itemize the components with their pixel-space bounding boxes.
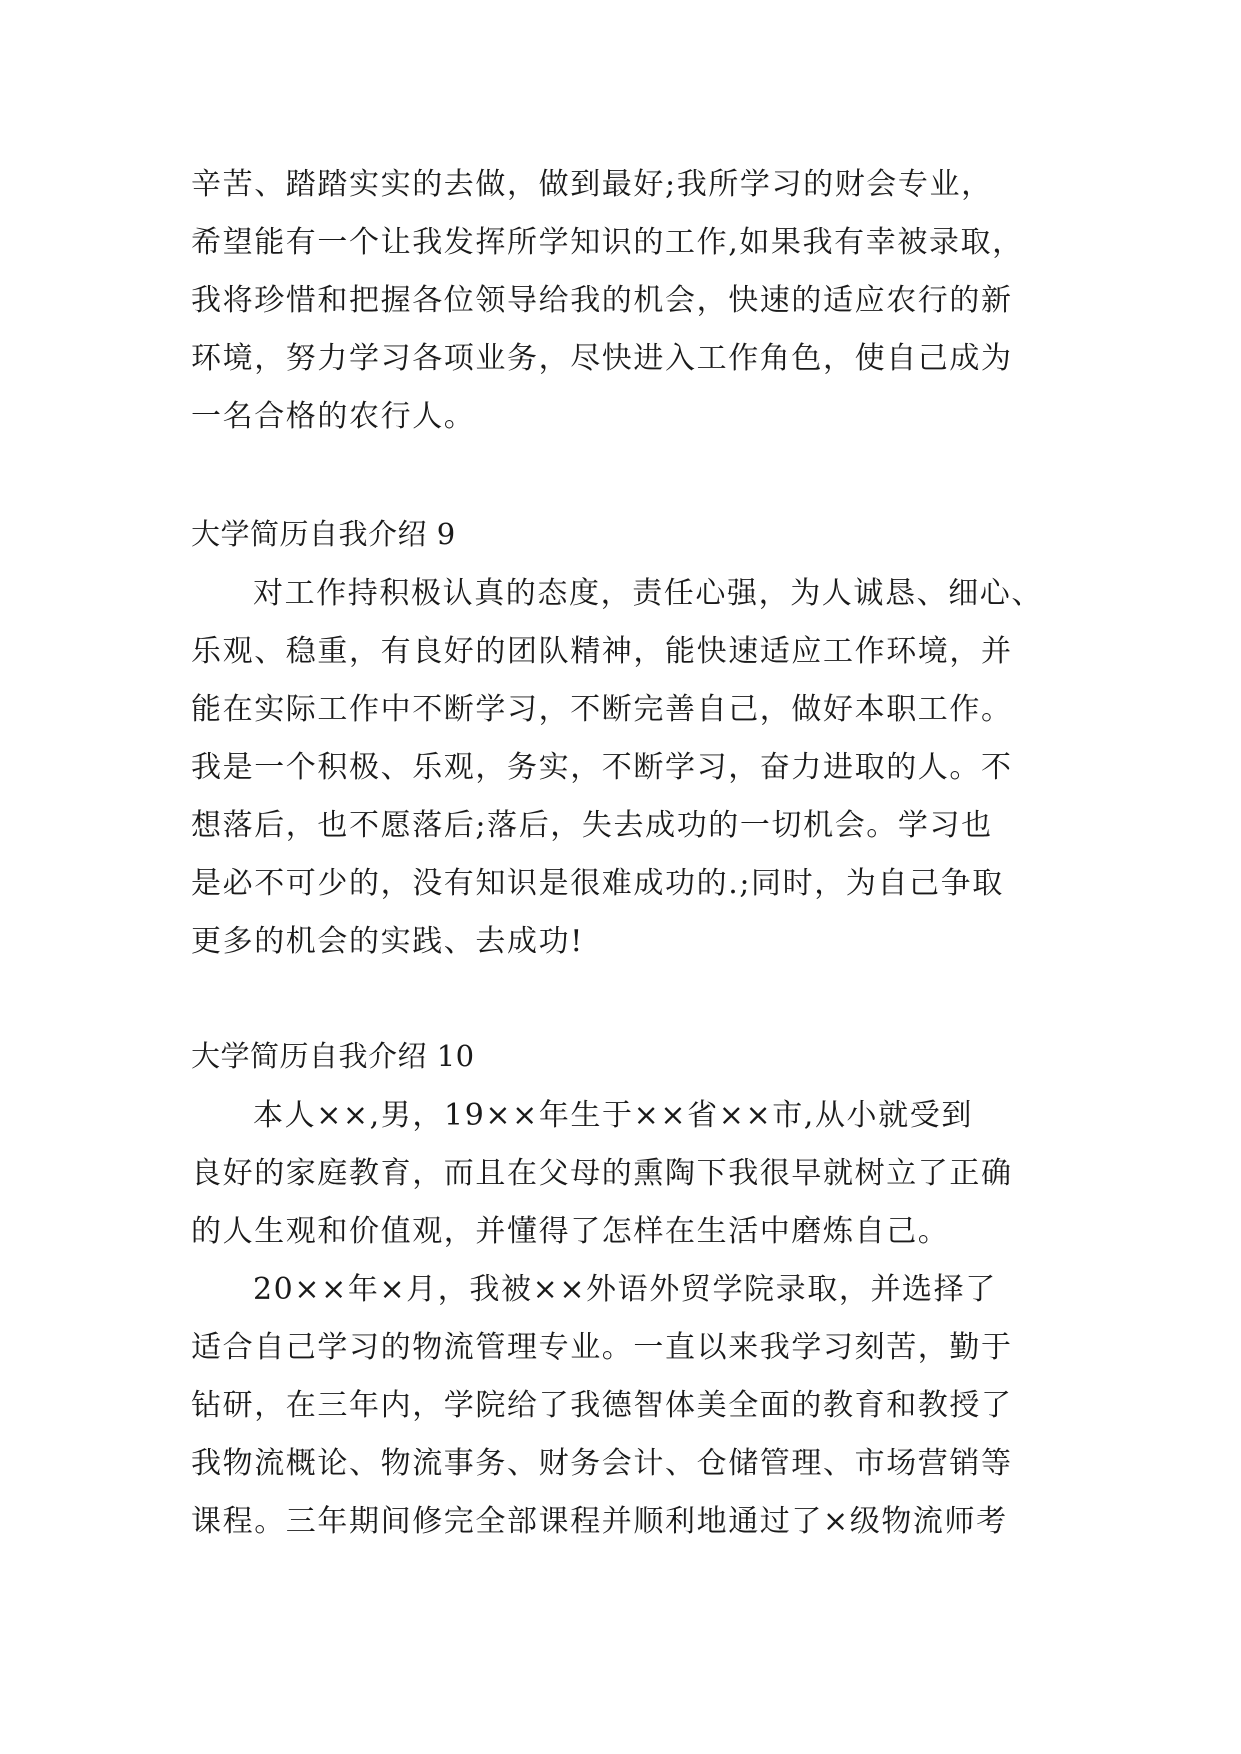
section-10-paragraph-1 xyxy=(191,1087,1091,1261)
intro-paragraph xyxy=(191,156,1091,446)
section-9-paragraph xyxy=(191,565,1091,971)
paragraph-line: 希望能有一个让我发挥所学知识的工作,如果我有幸被录取， xyxy=(191,225,1024,260)
paragraph-line: 20××年×月，我被××外语外贸学院录取，并选择了 xyxy=(253,1272,997,1307)
paragraph-line: 我物流概论、物流事务、财务会计、仓储管理、市场营销等 xyxy=(191,1446,1013,1481)
paragraph-line: 想落后，也不愿落后;落后，失去成功的一切机会。学习也 xyxy=(191,808,993,843)
paragraph-line: 我是一个积极、乐观，务实，不断学习，奋力进取的人。不 xyxy=(191,750,1013,785)
paragraph-line: 课程。三年期间修完全部课程并顺利地通过了×级物流师考 xyxy=(191,1504,1008,1539)
section-9-heading-wrap xyxy=(191,514,1091,554)
paragraph-line: 更多的机会的实践、去成功! xyxy=(191,924,584,959)
section-10-heading-wrap xyxy=(191,1036,1091,1076)
paragraph-line: 是必不可少的，没有知识是很难成功的.;同时，为自己争取 xyxy=(191,866,1004,901)
paragraph-line: 环境，努力学习各项业务，尽快进入工作角色，使自己成为 xyxy=(191,341,1013,376)
paragraph-line: 钻研，在三年内，学院给了我德智体美全面的教育和教授了 xyxy=(191,1388,1013,1423)
paragraph-line: 的人生观和价值观，并懂得了怎样在生活中磨炼自己。 xyxy=(191,1214,950,1249)
section-heading: 大学简历自我介绍 9 xyxy=(191,517,456,551)
paragraph-line: 辛苦、踏踏实实的去做，做到最好;我所学习的财会专业， xyxy=(191,167,993,202)
paragraph-line: 良好的家庭教育，而且在父母的熏陶下我很早就树立了正确 xyxy=(191,1156,1013,1191)
paragraph-line: 一名合格的农行人。 xyxy=(191,399,476,434)
paragraph-line: 适合自己学习的物流管理专业。一直以来我学习刻苦，勤于 xyxy=(191,1330,1013,1365)
paragraph-line: 我将珍惜和把握各位领导给我的机会，快速的适应农行的新 xyxy=(191,283,1013,318)
paragraph-line: 本人××,男，19××年生于××省××市,从小就受到 xyxy=(253,1098,973,1133)
paragraph-line: 对工作持积极认真的态度，责任心强，为人诚恳、细心、 xyxy=(253,576,1043,611)
paragraph-line: 乐观、稳重，有良好的团队精神，能快速适应工作环境，并 xyxy=(191,634,1013,669)
paragraph-line: 能在实际工作中不断学习，不断完善自己，做好本职工作。 xyxy=(191,692,1013,727)
section-heading: 大学简历自我介绍 10 xyxy=(191,1039,475,1073)
section-10-paragraph-2 xyxy=(191,1261,1091,1551)
